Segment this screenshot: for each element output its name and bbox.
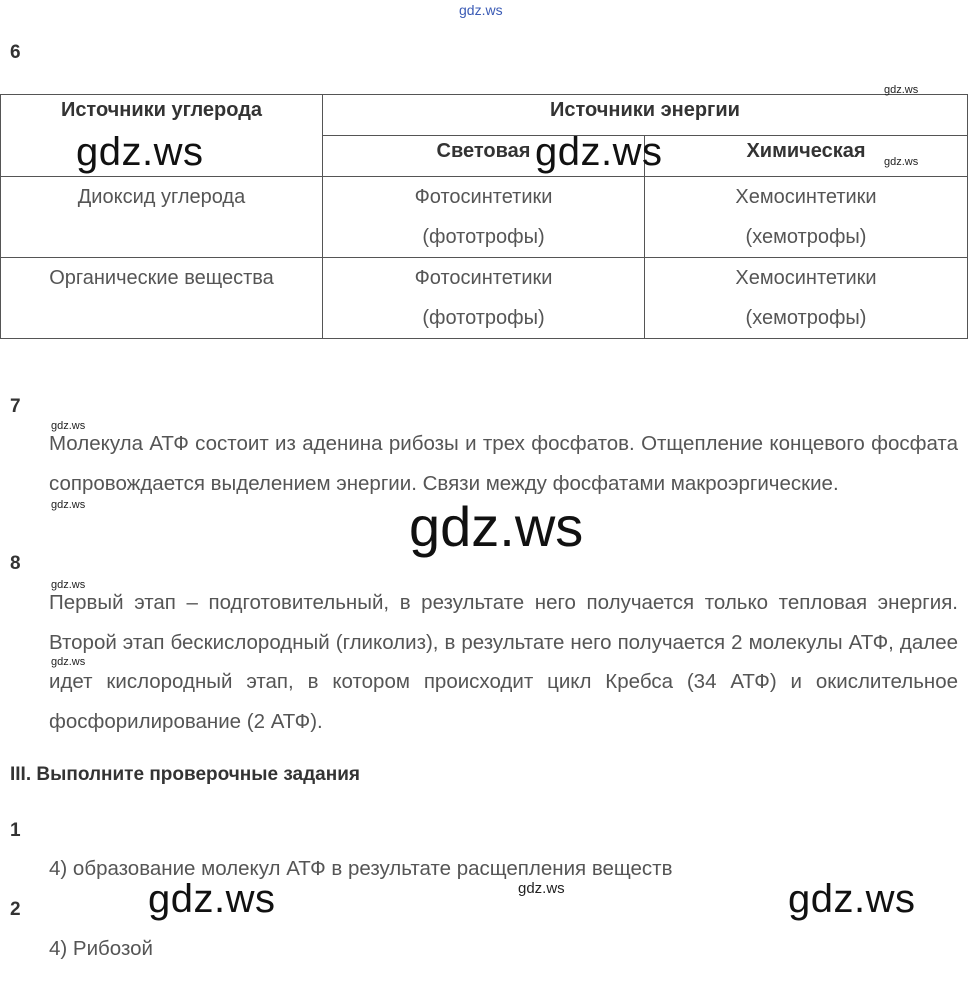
watermark-huge: gdz.ws [409,495,584,558]
table-row [1,177,968,258]
watermark-top: gdz.ws [459,2,503,18]
watermark-small: gdz.ws [51,656,86,668]
task7-text: Молекула АТФ состоит из аденина рибозы и трех фосфатов. Отщепление концевого фосфата сопровождается выделением энергии. Связи между фосфатами макроэргические. [49,432,958,495]
watermark-big: gdz.ws [148,877,276,921]
question-number-2: 2 [10,899,21,920]
section-title: III. Выполните проверочные задания [10,764,360,785]
watermark-small: gdz.ws [518,880,565,897]
header-energy-sources: Источники энергии [323,95,968,136]
cell-chemical: Хемосинтетики (хемотрофы) [645,258,968,339]
cell-light: Фотосинтетики (фототрофы) [323,258,645,339]
task-number-7: 7 [10,396,21,417]
cell-light: Фотосинтетики (фототрофы) [323,177,645,258]
header-light: Световая [323,136,645,177]
task-number-6: 6 [10,42,21,63]
header-chemical: Химическая [645,136,968,177]
answer-1: 4) образование молекул АТФ в результате расщепления веществ [49,857,673,880]
task8-text: Первый этап – подготовительный, в результате него получается только тепловая энергия. Второй этап бескислородный (гликолиз), в результате него получается 2 молекулы АТФ, далее идет кислородный этап, в котором происходит цикл Кребса (34 АТФ) и окислительное фосфорилирование (2 АТФ). [49,591,958,733]
question-number-1: 1 [10,820,21,841]
watermark-small: gdz.ws [884,156,919,168]
watermark-big: gdz.ws [788,877,916,921]
watermark-small: gdz.ws [884,84,919,96]
watermark-big: gdz.ws [535,130,663,174]
watermark-small: gdz.ws [51,499,86,511]
watermark-small: gdz.ws [51,420,86,432]
task-number-8: 8 [10,553,21,574]
table-row [1,258,968,339]
cell-source: Органические вещества [1,258,323,339]
watermark-small: gdz.ws [51,579,86,591]
header-carbon-sources: Источники углерода [1,95,323,177]
cell-source: Диоксид углерода [1,177,323,258]
answer-2: 4) Рибозой [49,937,153,960]
watermark-big: gdz.ws [76,130,204,174]
cell-chemical: Хемосинтетики (хемотрофы) [645,177,968,258]
